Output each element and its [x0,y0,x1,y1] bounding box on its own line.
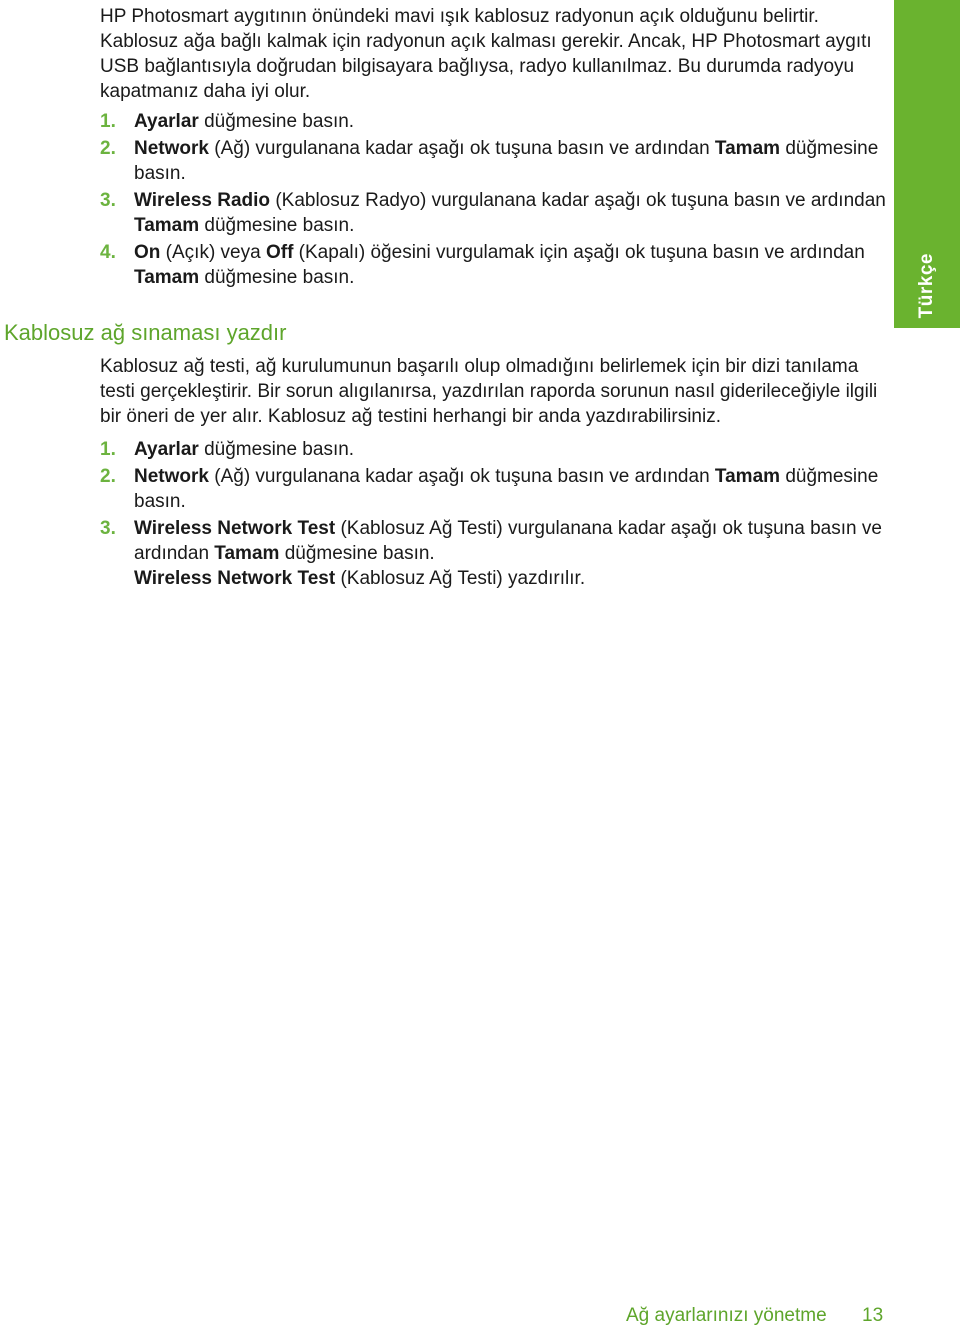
step-number: 4. [100,242,116,263]
footer-chapter-title: Ağ ayarlarınızı yönetme [626,1305,827,1326]
step-text: düğmesine basın. [199,215,355,236]
language-tab-label: Türkçe [916,252,937,318]
intro-paragraph: HP Photosmart aygıtının önündeki mavi ışık kablosuz radyonun açık olduğunu belirtir. Kablosuz ağa bağlı kalmak için radyonun açık kalması gerekir. Ancak, HP Photosmart aygıtı USB bağlantısıyla doğrudan bilgisayara bağlıysa, radyo kullanılmaz. Bu durumda radyoyu kapatmanız daha iyi olur. [100,6,872,102]
step-number: 1. [100,111,116,132]
step-number: 2. [100,466,116,487]
bold-term: Tamam [714,138,781,159]
section-paragraph: Kablosuz ağ testi, ağ kurulumunun başarılı olup olmadığını belirlemek için bir dizi tanılama testi gerçekleştirir. Bir sorun alıgılanırsa, yazdırılan raporda sorunun nasıl giderileceğiyle ilgili bir öneri de yer alır. Kablosuz ağ testini herhangi bir anda yazdırabilirsiniz. [100,356,878,427]
step-text: düğmesine basın. [198,439,355,460]
step-number: 2. [100,138,116,159]
bold-term: On [134,242,161,263]
section1-body [100,4,890,292]
step-text: düğmesine basın. [198,111,355,132]
section2-body [100,354,890,593]
list-item [100,109,890,134]
step-result [134,566,890,591]
step-text: (Kablosuz Ağ Testi) yazdırılır. [335,568,586,589]
step-text: düğmesine basın. [134,138,879,184]
step-text: (Ağ) vurgulanana kadar aşağı ok tuşuna basın ve ardından [208,138,715,159]
step-text: düğmesine basın. [134,466,879,512]
bold-term: Wireless Network Test [134,568,336,589]
bold-term: Network [134,466,209,487]
list-item [100,136,890,186]
list-item [100,464,890,514]
list-item [100,516,890,591]
list-item [100,437,890,462]
step-text: (Kablosuz Ağ Testi) vurgulanana kadar aşağı ok tuşuna basın ve ardından [134,518,882,564]
bold-term: Ayarlar [134,111,199,132]
step-number: 3. [100,190,116,211]
bold-term: Tamam [134,215,200,236]
bold-term: Ayarlar [134,439,199,460]
step-text: düğmesine basın. [199,267,355,288]
step-text: düğmesine basın. [279,543,435,564]
language-tab [894,0,960,328]
footer-page-number: 13 [862,1305,884,1326]
step-list-2 [100,437,890,591]
bold-term: Network [134,138,209,159]
section-heading: Kablosuz ağ sınaması yazdır [4,320,287,345]
bold-term: Tamam [714,466,781,487]
step-text: (Kablosuz Radyo) vurgulanana kadar aşağı ok tuşuna basın ve ardından [270,190,886,211]
bold-term: Tamam [214,543,280,564]
step-text: (Açık) veya [160,242,266,263]
bold-term: Wireless Network Test [134,518,336,539]
step-text: (Kapalı) öğesini vurgulamak için aşağı ok tuşuna basın ve ardından [293,242,865,263]
step-number: 3. [100,518,116,539]
list-item [100,188,890,238]
list-item [100,240,890,290]
step-list-1 [100,109,890,290]
bold-term: Wireless Radio [134,190,271,211]
bold-term: Off [265,242,294,263]
step-number: 1. [100,439,116,460]
bold-term: Tamam [134,267,200,288]
step-text: (Ağ) vurgulanana kadar aşağı ok tuşuna basın ve ardından [208,466,715,487]
